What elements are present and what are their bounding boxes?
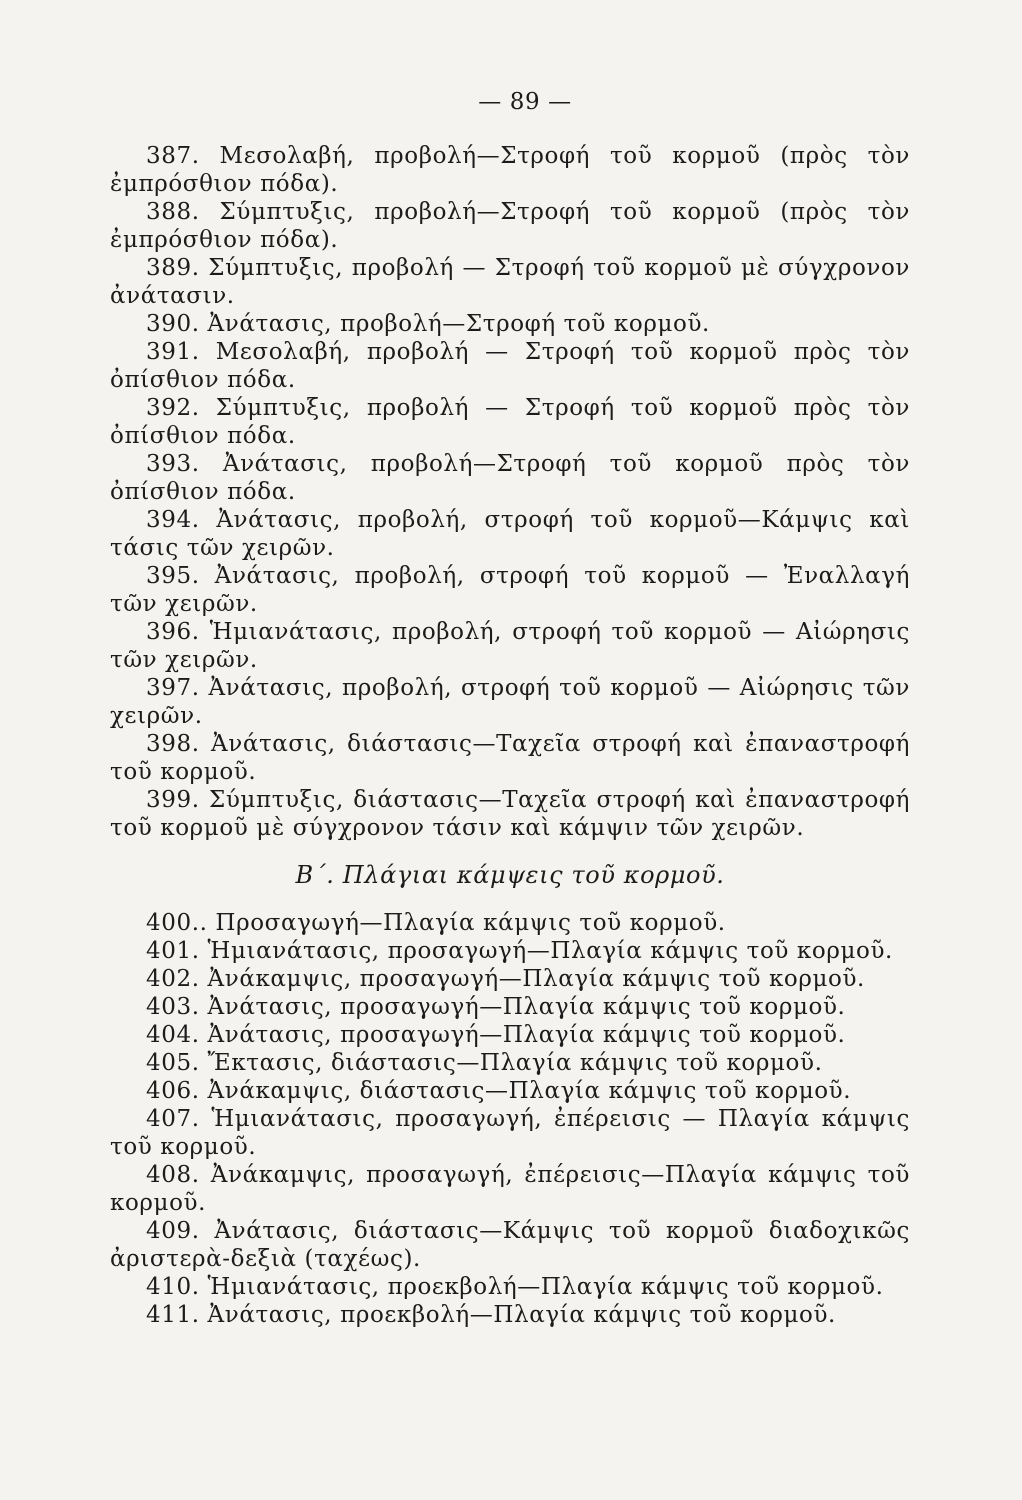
list-item: 407. Ἡμιανάτασις, προσαγωγή, ἐπέρεισις — Πλαγία κάμψις τοῦ κορμοῦ. — [110, 1106, 910, 1160]
list-item: 397. Ἀνάτασις, προβολή, στροφή τοῦ κορμοῦ — Αἰώρησις τῶν χειρῶν. — [110, 675, 910, 729]
list-item: 409. Ἀνάτασις, διάστασις—Κάμψις τοῦ κορμοῦ διαδοχικῶς ἀριστερὰ-δεξιὰ (ταχέως). — [110, 1218, 910, 1272]
list-item: 398. Ἀνάτασις, διάστασις—Ταχεῖα στροφή καὶ ἐπαναστροφή τοῦ κορμοῦ. — [110, 731, 910, 785]
list-item: 404. Ἀνάτασις, προσαγωγή—Πλαγία κάμψις τοῦ κορμοῦ. — [146, 1022, 846, 1048]
list-item: 401. Ἡμιανάτασις, προσαγωγή—Πλαγία κάμψις τοῦ κορμοῦ. — [146, 938, 893, 964]
page-number: — 89 — — [478, 89, 572, 115]
list-item: 408. Ἀνάκαμψις, προσαγωγή, ἐπέρεισις—Πλαγία κάμψις τοῦ κορμοῦ. — [110, 1162, 910, 1216]
list-item: 410. Ἡμιανάτασις, προεκβολή—Πλαγία κάμψις τοῦ κορμοῦ. — [146, 1274, 884, 1300]
list-item: 387. Μεσολαβή, προβολή—Στροφή τοῦ κορμοῦ (πρὸς τὸν ἐμπρόσθιον πόδα). — [110, 143, 910, 197]
entries-list-top — [110, 142, 910, 842]
list-item: 403. Ἀνάτασις, προσαγωγή—Πλαγία κάμψις τοῦ κορμοῦ. — [146, 994, 846, 1020]
list-item: 411. Ἀνάτασις, προεκβολή—Πλαγία κάμψις τοῦ κορμοῦ. — [146, 1302, 836, 1328]
list-item: 392. Σύμπτυξις, προβολή — Στροφή τοῦ κορμοῦ πρὸς τὸν ὀπίσθιον πόδα. — [110, 395, 910, 449]
list-item: 405. Ἔκτασις, διάστασις—Πλαγία κάμψις τοῦ κορμοῦ. — [146, 1050, 823, 1076]
list-item: 390. Ἀνάτασις, προβολή—Στροφή τοῦ κορμοῦ. — [146, 311, 710, 337]
list-item: 394. Ἀνάτασις, προβολή, στροφή τοῦ κορμοῦ—Κάμψις καὶ τάσις τῶν χειρῶν. — [110, 507, 910, 561]
list-item: 406. Ἀνάκαμψις, διάστασις—Πλαγία κάμψις τοῦ κορμοῦ. — [146, 1078, 852, 1104]
section-title: Β΄. Πλάγιαι κάμψεις τοῦ κορμοῦ. — [295, 861, 725, 889]
list-item: 389. Σύμπτυξις, προβολή — Στροφή τοῦ κορμοῦ μὲ σύγχρονον ἀνάτασιν. — [110, 255, 910, 309]
list-item: 402. Ἀνάκαμψις, προσαγωγή—Πλαγία κάμψις τοῦ κορμοῦ. — [146, 966, 865, 992]
list-item: 388. Σύμπτυξις, προβολή—Στροφή τοῦ κορμοῦ (πρὸς τὸν ἐμπρόσθιον πόδα). — [110, 199, 910, 253]
list-item: 399. Σύμπτυξις, διάστασις—Ταχεῖα στροφή καὶ ἐπαναστροφή τοῦ κορμοῦ μὲ σύγχρονον τάσιν καὶ κάμψιν τῶν χειρῶν. — [110, 787, 910, 841]
list-item: 395. Ἀνάτασις, προβολή, στροφή τοῦ κορμοῦ — Ἐναλλαγή τῶν χειρῶν. — [110, 563, 910, 617]
list-item: 396. Ἡμιανάτασις, προβολή, στροφή τοῦ κορμοῦ — Αἰώρησις τῶν χειρῶν. — [110, 619, 910, 673]
list-item: 393. Ἀνάτασις, προβολή—Στροφή τοῦ κορμοῦ πρὸς τὸν ὀπίσθιον πόδα. — [110, 451, 910, 505]
list-item: 400.. Προσαγωγή—Πλαγία κάμψις τοῦ κορμοῦ. — [146, 910, 726, 936]
list-item: 391. Μεσολαβή, προβολή — Στροφή τοῦ κορμοῦ πρὸς τὸν ὀπίσθιον πόδα. — [110, 339, 910, 393]
page-body — [110, 88, 910, 1329]
entries-list-bottom — [110, 909, 910, 1329]
